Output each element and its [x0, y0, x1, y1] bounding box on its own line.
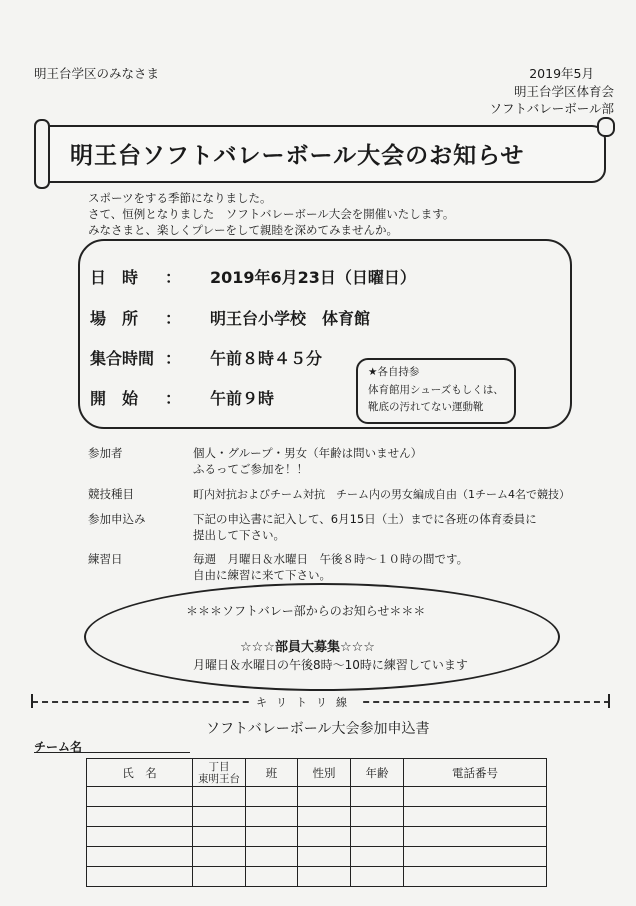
name-cell[interactable]	[87, 847, 193, 867]
start-colon: ：	[165, 389, 182, 408]
practice-line-1: 毎週 月曜日＆水曜日 午後８時～１０時の間です。	[193, 552, 469, 566]
intro-line-1: スポーツをする季節になりました。	[88, 191, 272, 205]
place-label: 場 所	[90, 309, 139, 328]
name-cell[interactable]	[87, 787, 193, 807]
participants-line-1: 個人・グループ・男女（年齢は問いません）	[193, 446, 423, 460]
table-row	[87, 807, 547, 827]
recruit-line: ☆☆☆部員大募集☆☆☆	[240, 640, 375, 655]
participants-label: 参加者	[88, 446, 123, 460]
gender-cell[interactable]	[298, 847, 351, 867]
age-cell[interactable]	[351, 847, 404, 867]
gender-cell[interactable]	[298, 827, 351, 847]
phone-cell[interactable]	[404, 867, 547, 887]
gender-cell[interactable]	[298, 787, 351, 807]
table-row	[87, 827, 547, 847]
col-gender: 性別	[298, 759, 351, 787]
chome-cell[interactable]	[193, 867, 246, 887]
han-cell[interactable]	[246, 807, 298, 827]
recipient-line: 明王台学区のみなさま	[34, 66, 160, 81]
practice-label: 練習日	[88, 552, 123, 566]
participants-line-2: ふるってご参加を！！	[193, 462, 308, 476]
scroll-curl-left	[34, 119, 50, 189]
bring-note-line-1: 体育館用シューズもしくは、	[368, 384, 504, 396]
han-cell[interactable]	[246, 827, 298, 847]
team-name-field[interactable]	[34, 752, 190, 753]
col-age: 年齢	[351, 759, 404, 787]
table-row	[87, 847, 547, 867]
practice-line-2: 自由に練習に来て下さい。	[193, 568, 331, 582]
table-row	[87, 787, 547, 807]
table-header-row	[87, 759, 547, 787]
name-cell[interactable]	[87, 807, 193, 827]
form-title: ソフトバレーボール大会参加申込書	[206, 721, 430, 737]
place-value: 明王台小学校 体育館	[210, 309, 371, 328]
place-colon: ：	[165, 309, 182, 328]
col-name: 氏 名	[87, 759, 193, 787]
club-notice-heading: ＊＊＊ソフトバレー部からのお知らせ＊＊＊	[186, 604, 426, 618]
col-han: 班	[246, 759, 298, 787]
age-cell[interactable]	[351, 867, 404, 887]
chome-cell[interactable]	[193, 787, 246, 807]
start-label: 開 始	[90, 389, 139, 408]
col-phone: 電話番号	[404, 759, 547, 787]
intro-line-2: さて、恒例となりました ソフトバレーボール大会を開催いたします。	[88, 207, 455, 221]
events-text: 町内対抗およびチーム対抗 チーム内の男女編成自由（1チーム4名で競技）	[193, 488, 570, 501]
phone-cell[interactable]	[404, 827, 547, 847]
gender-cell[interactable]	[298, 867, 351, 887]
cut-line-label: キリトリ線	[250, 694, 362, 710]
page-title: 明王台ソフトバレーボール大会のお知らせ	[70, 143, 525, 169]
han-cell[interactable]	[246, 847, 298, 867]
apply-line-1: 下記の申込書に記入して、6月15日（土）までに各班の体育委員に	[193, 512, 537, 526]
apply-label: 参加申込み	[88, 512, 146, 526]
date-value: 2019年6月23日（日曜日）	[210, 268, 416, 287]
team-name-label: チーム名	[34, 740, 83, 754]
organizer-line-1: 明王台学区体育会	[513, 84, 614, 99]
han-cell[interactable]	[246, 867, 298, 887]
events-label: 競技種目	[88, 487, 134, 501]
col-chome-bottom: 東明王台	[198, 772, 240, 785]
age-cell[interactable]	[351, 787, 404, 807]
schedule-line: 月曜日＆水曜日の午後8時～10時に練習しています	[193, 658, 468, 672]
bring-note-heading: ★各自持参	[368, 366, 420, 378]
age-cell[interactable]	[351, 807, 404, 827]
cut-line-end-left	[31, 694, 33, 708]
date-colon: ：	[165, 268, 182, 287]
name-cell[interactable]	[87, 867, 193, 887]
phone-cell[interactable]	[404, 787, 547, 807]
bring-note-line-2: 靴底の汚れてない運動靴	[368, 401, 484, 413]
intro-line-3: みなさまと、楽しくプレーをして親睦を深めてみませんか。	[88, 223, 399, 237]
phone-cell[interactable]	[404, 807, 547, 827]
scroll-curl-right	[597, 117, 615, 137]
col-chome-top: 丁目	[208, 760, 230, 773]
phone-cell[interactable]	[404, 847, 547, 867]
issue-date: 2019年5月	[529, 66, 594, 81]
gender-cell[interactable]	[298, 807, 351, 827]
apply-line-2: 提出して下さい。	[193, 528, 285, 542]
start-value: 午前９時	[210, 389, 275, 408]
gather-label: 集合時間	[90, 349, 155, 368]
gather-value: 午前８時４５分	[210, 349, 323, 368]
organizer-line-2: ソフトバレーボール部	[489, 101, 614, 116]
table-row	[87, 867, 547, 887]
application-table	[86, 758, 547, 887]
chome-cell[interactable]	[193, 807, 246, 827]
han-cell[interactable]	[246, 787, 298, 807]
cut-line-end-right	[608, 694, 610, 708]
age-cell[interactable]	[351, 827, 404, 847]
chome-cell[interactable]	[193, 847, 246, 867]
col-chome	[193, 759, 246, 787]
name-cell[interactable]	[87, 827, 193, 847]
chome-cell[interactable]	[193, 827, 246, 847]
date-label: 日 時	[90, 268, 139, 287]
gather-colon: ：	[165, 349, 182, 368]
